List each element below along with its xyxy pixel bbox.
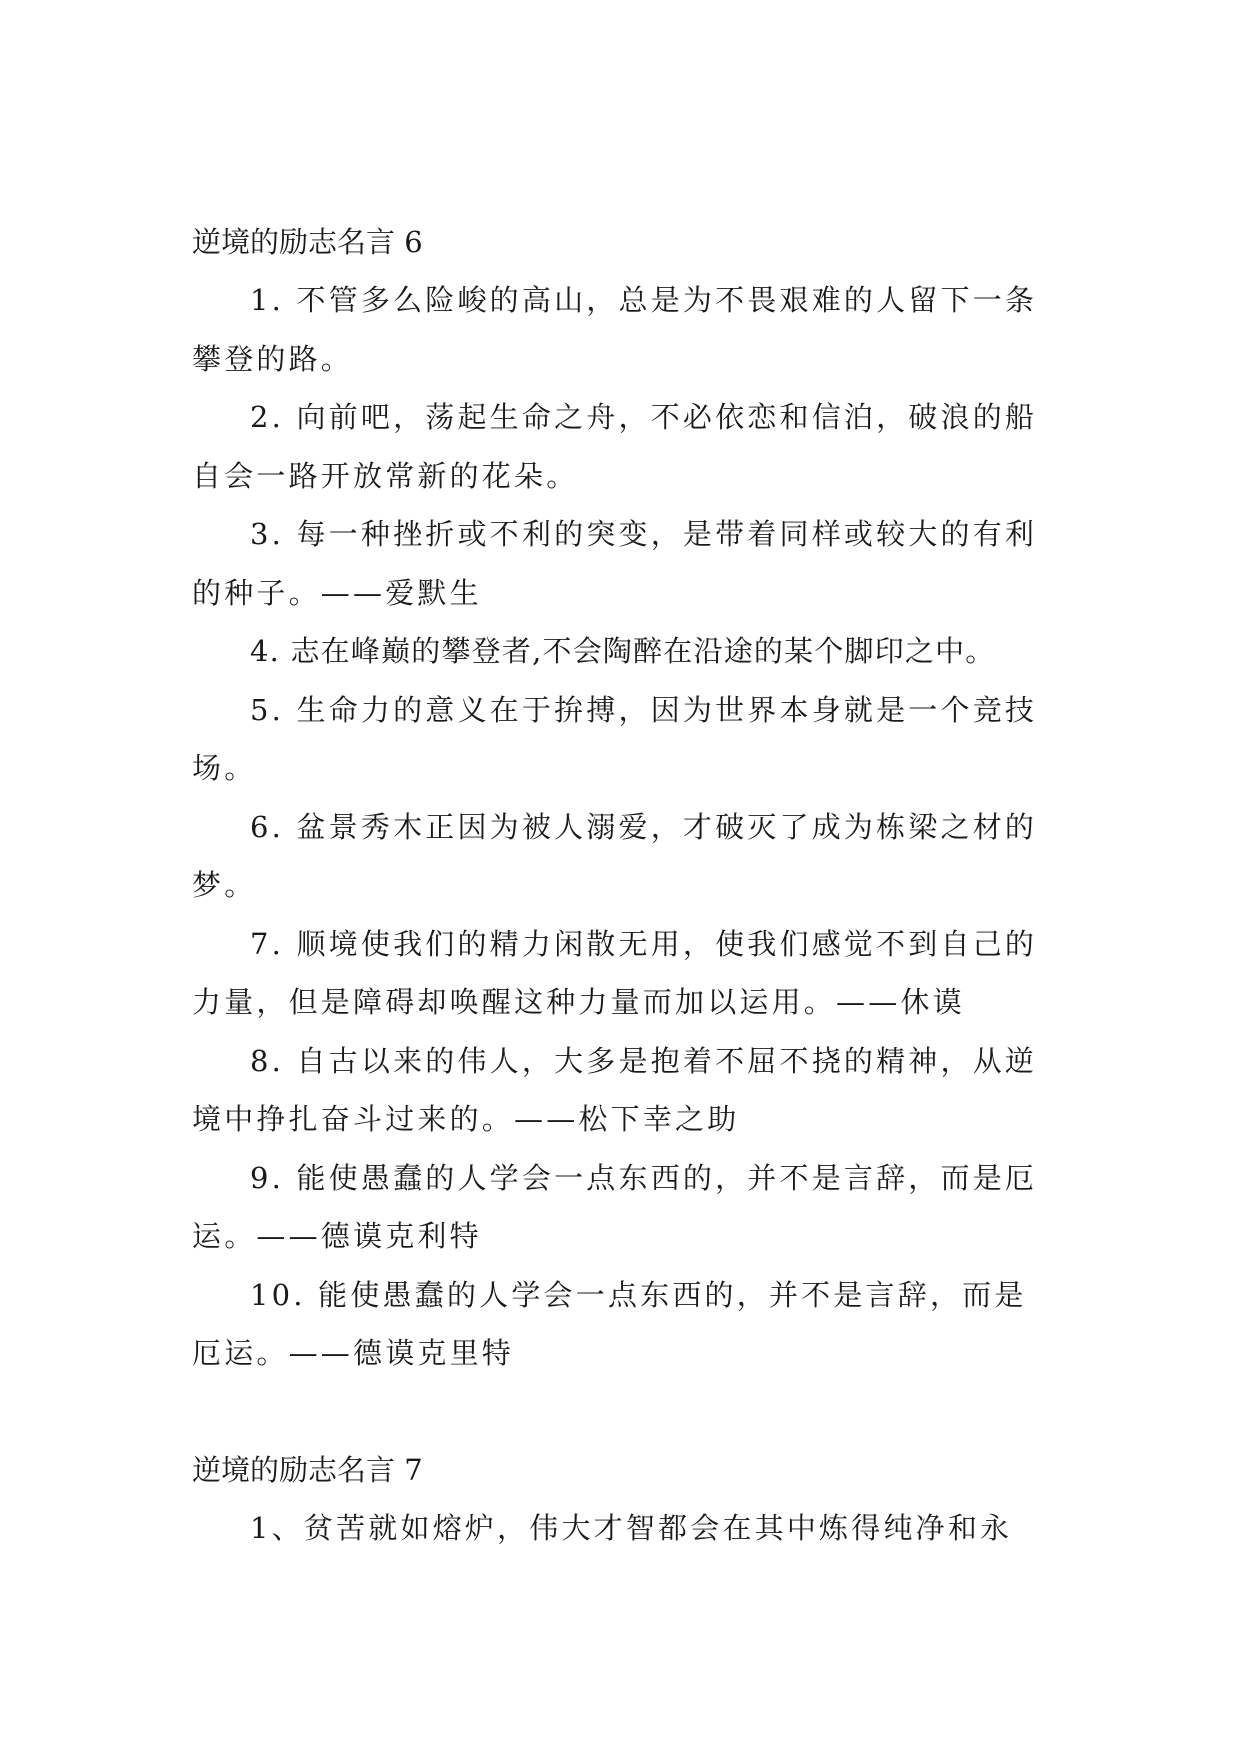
quote-item: 1. 不管多么险峻的高山，总是为不畏艰难的人留下一条攀登的路。 xyxy=(192,283,1038,376)
section-title: 逆境的励志名言 7 xyxy=(192,1452,423,1487)
quote-item: 3. 每一种挫折或不利的突变，是带着同样或较大的有利的种子。——爱默生 xyxy=(192,517,1038,610)
document-page xyxy=(192,213,1054,1557)
quote-item: 8. 自古以来的伟人，大多是抱着不屈不挠的精神，从逆境中挣扎奋斗过来的。——松下幸之助 xyxy=(192,1043,1038,1136)
section-gap xyxy=(192,1383,1054,1441)
quote-item: 7. 顺境使我们的精力闲散无用，使我们感觉不到自己的力量，但是障碍却唤醒这种力量而加以运用。——休谟 xyxy=(192,926,1038,1019)
quote-item: 5. 生命力的意义在于拚搏，因为世界本身就是一个竞技场。 xyxy=(192,692,1038,785)
quote-item: 2. 向前吧，荡起生命之舟，不必依恋和信泊，破浪的船自会一路开放常新的花朵。 xyxy=(192,400,1038,493)
quote-item: 4. 志在峰巅的攀登者,不会陶醉在沿途的某个脚印之中。 xyxy=(250,634,996,668)
section-7 xyxy=(192,1441,1054,1558)
quote-item: 1、贫苦就如熔炉，伟大才智都会在其中炼得纯净和永 xyxy=(250,1510,1013,1545)
quote-item: 10. 能使愚蠢的人学会一点东西的，并不是言辞，而是厄运。——德谟克里特 xyxy=(192,1277,1027,1370)
section-title: 逆境的励志名言 6 xyxy=(192,225,423,259)
quote-item: 6. 盆景秀木正因为被人溺爱，才破灭了成为栋梁之材的梦。 xyxy=(192,809,1038,902)
quote-item: 9. 能使愚蠢的人学会一点东西的，并不是言辞，而是厄运。——德谟克利特 xyxy=(192,1160,1038,1253)
section-6 xyxy=(192,213,1054,1383)
